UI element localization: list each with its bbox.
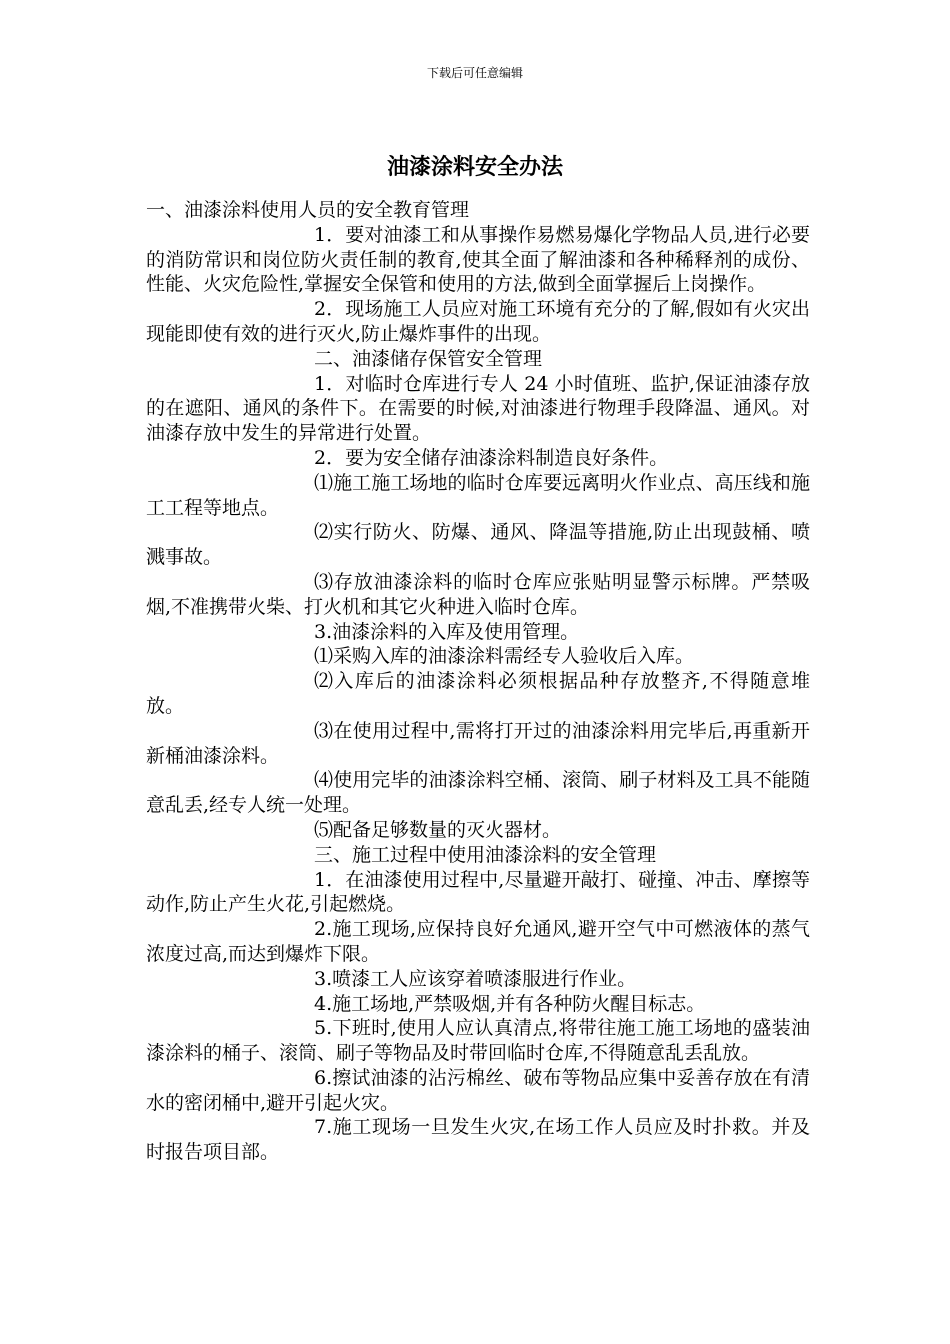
paragraph: ⑴施工施工场地的临时仓库要远离明火作业点、高压线和施工工程等地点。 [146, 471, 810, 519]
paragraph: 1．在油漆使用过程中,尽量避开敲打、碰撞、冲击、摩擦等动作,防止产生火花,引起燃烧。 [146, 868, 810, 916]
paragraph: 6.擦试油漆的沾污棉丝、破布等物品应集中妥善存放在有清水的密闭桶中,避开引起火灾。 [146, 1066, 810, 1114]
paragraph: 3.油漆涂料的入库及使用管理。 [314, 620, 580, 643]
paragraph: ⑵实行防火、防爆、通风、降温等措施,防止出现鼓桶、喷溅事故。 [146, 521, 810, 569]
paragraph: 4.施工场地,严禁吸烟,并有各种防火醒目标志。 [314, 992, 706, 1015]
paragraph: 2.施工现场,应保持良好允通风,避开空气中可燃液体的蒸气浓度过高,而达到爆炸下限。 [146, 918, 810, 965]
paragraph: ⑷使用完毕的油漆涂料空桶、滚筒、刷子材料及工具不能随意乱丢,经专人统一处理。 [146, 769, 810, 817]
paragraph: ⑵入库后的油漆涂料必须根据品种存放整齐,不得随意堆放。 [146, 670, 810, 717]
paragraph: 3.喷漆工人应该穿着喷漆服进行作业。 [314, 967, 637, 990]
paragraph: ⑶在使用过程中,需将打开过的油漆涂料用完毕后,再重新开新桶油漆涂料。 [146, 719, 810, 767]
paragraph: 7.施工现场一旦发生火灾,在场工作人员应及时扑救。并及时报告项目部。 [146, 1116, 810, 1164]
document-body [146, 198, 810, 1165]
paragraph: 5.下班时,使用人应认真清点,将带往施工施工场地的盛装油漆涂料的桶子、滚筒、刷子等物品及时带回临时仓库,不得随意乱丢乱放。 [146, 1017, 810, 1065]
paragraph: 2．现场施工人员应对施工环境有充分的了解,假如有火灾出现能即使有效的进行灭火,防止爆炸事件的出现。 [146, 298, 810, 345]
paragraph: 1．对临时仓库进行专人 24 小时值班、监护,保证油漆存放的在遮阳、通风的条件下。在需要的时候,对油漆进行物理手段降温、通风。对油漆存放中发生的异常进行处置。 [146, 372, 810, 445]
paragraph: 2．要为安全储存油漆涂料制造良好条件。 [314, 446, 669, 469]
paragraph: ⑶存放油漆涂料的临时仓库应张贴明显警示标牌。严禁吸烟,不准携带火柴、打火机和其它火种进入临时仓库。 [146, 570, 810, 618]
paragraph: ⑴采购入库的油漆涂料需经专人验收后入库。 [314, 645, 695, 668]
section-heading-1: 一、油漆涂料使用人员的安全教育管理 [146, 199, 470, 221]
section-heading-2: 二、油漆储存保管安全管理 [314, 347, 543, 370]
section-heading-3: 三、施工过程中使用油漆涂料的安全管理 [314, 843, 657, 866]
header-note: 下载后可任意编辑 [426, 66, 523, 80]
document-title: 油漆涂料安全办法 [386, 154, 563, 180]
paragraph: ⑸配备足够数量的灭火器材。 [314, 818, 562, 841]
paragraph: 1．要对油漆工和从事操作易燃易爆化学物品人员,进行必要的消防常识和岗位防火责任制的教育,使其全面了解油漆和各种稀释剂的成份、性能、火灾危险性,掌握安全保管和使用的方法,做到全面掌握后上岗操作。 [146, 223, 810, 296]
